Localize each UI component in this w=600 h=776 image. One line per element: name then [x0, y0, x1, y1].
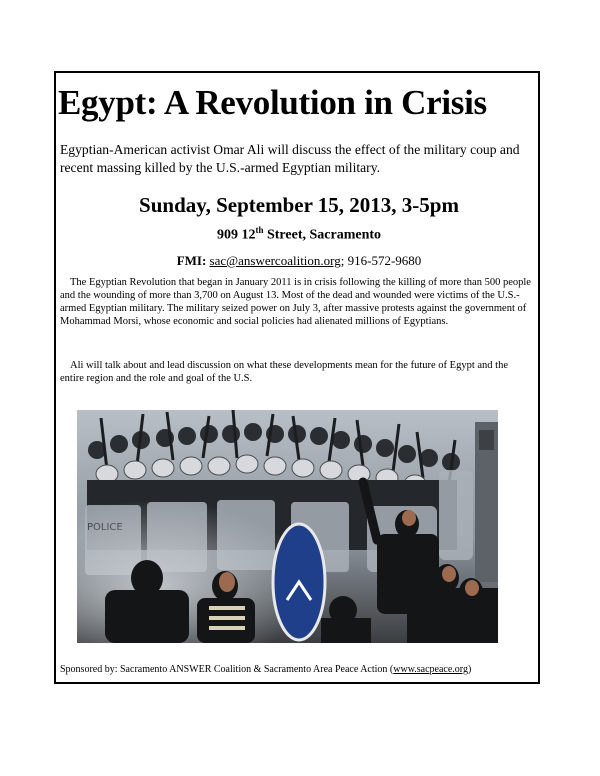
sponsor-website-link[interactable]: www.sacpeace.org	[393, 664, 468, 675]
sponsor-close-paren: )	[467, 664, 472, 675]
address-number: 909 12	[216, 227, 256, 243]
fmi-label: FMI:	[176, 253, 207, 268]
event-date-time: Sunday, September 15, 2013, 3-5pm	[139, 193, 459, 217]
protest-photo	[77, 410, 498, 643]
body-paragraph-2: Ali will talk about and lead discussion on what these developments mean for the future of Egypt and the entire region and the role and goal of the U.S.	[60, 360, 508, 384]
contact-phone: ; 916-572-9680	[340, 253, 422, 268]
address-street: Street, Sacramento	[263, 227, 382, 243]
contact-line	[58, 253, 540, 269]
address-ordinal: th	[255, 225, 264, 235]
event-address	[58, 225, 540, 244]
contact-email-link[interactable]: sac@answercoalition.org	[209, 253, 341, 268]
flyer-title: Egypt: A Revolution in Crisis	[58, 83, 487, 122]
sponsor-text: Sponsored by: Sacramento ANSWER Coalition & Sacramento Area Peace Action (	[60, 664, 394, 675]
riot-police-image	[77, 410, 498, 643]
body-paragraph-1: The Egyptian Revolution that began in January 2011 is in crisis following the killing of more than 500 people and the wounding of more than 3,700 on August 13. Most of the dead and wounded were victims of the U.S.-armed Egyptian military. The military seized power on July 3, after massive protests against the government of Mohammad Morsi, whose economic and social policies had alienated millions of Egyptians.	[60, 277, 531, 327]
intro-text: Egyptian-American activist Omar Ali will discuss the effect of the military coup and recent massing killed by the U.S.-armed Egyptian military.	[60, 142, 520, 175]
sponsor-line	[60, 664, 471, 675]
